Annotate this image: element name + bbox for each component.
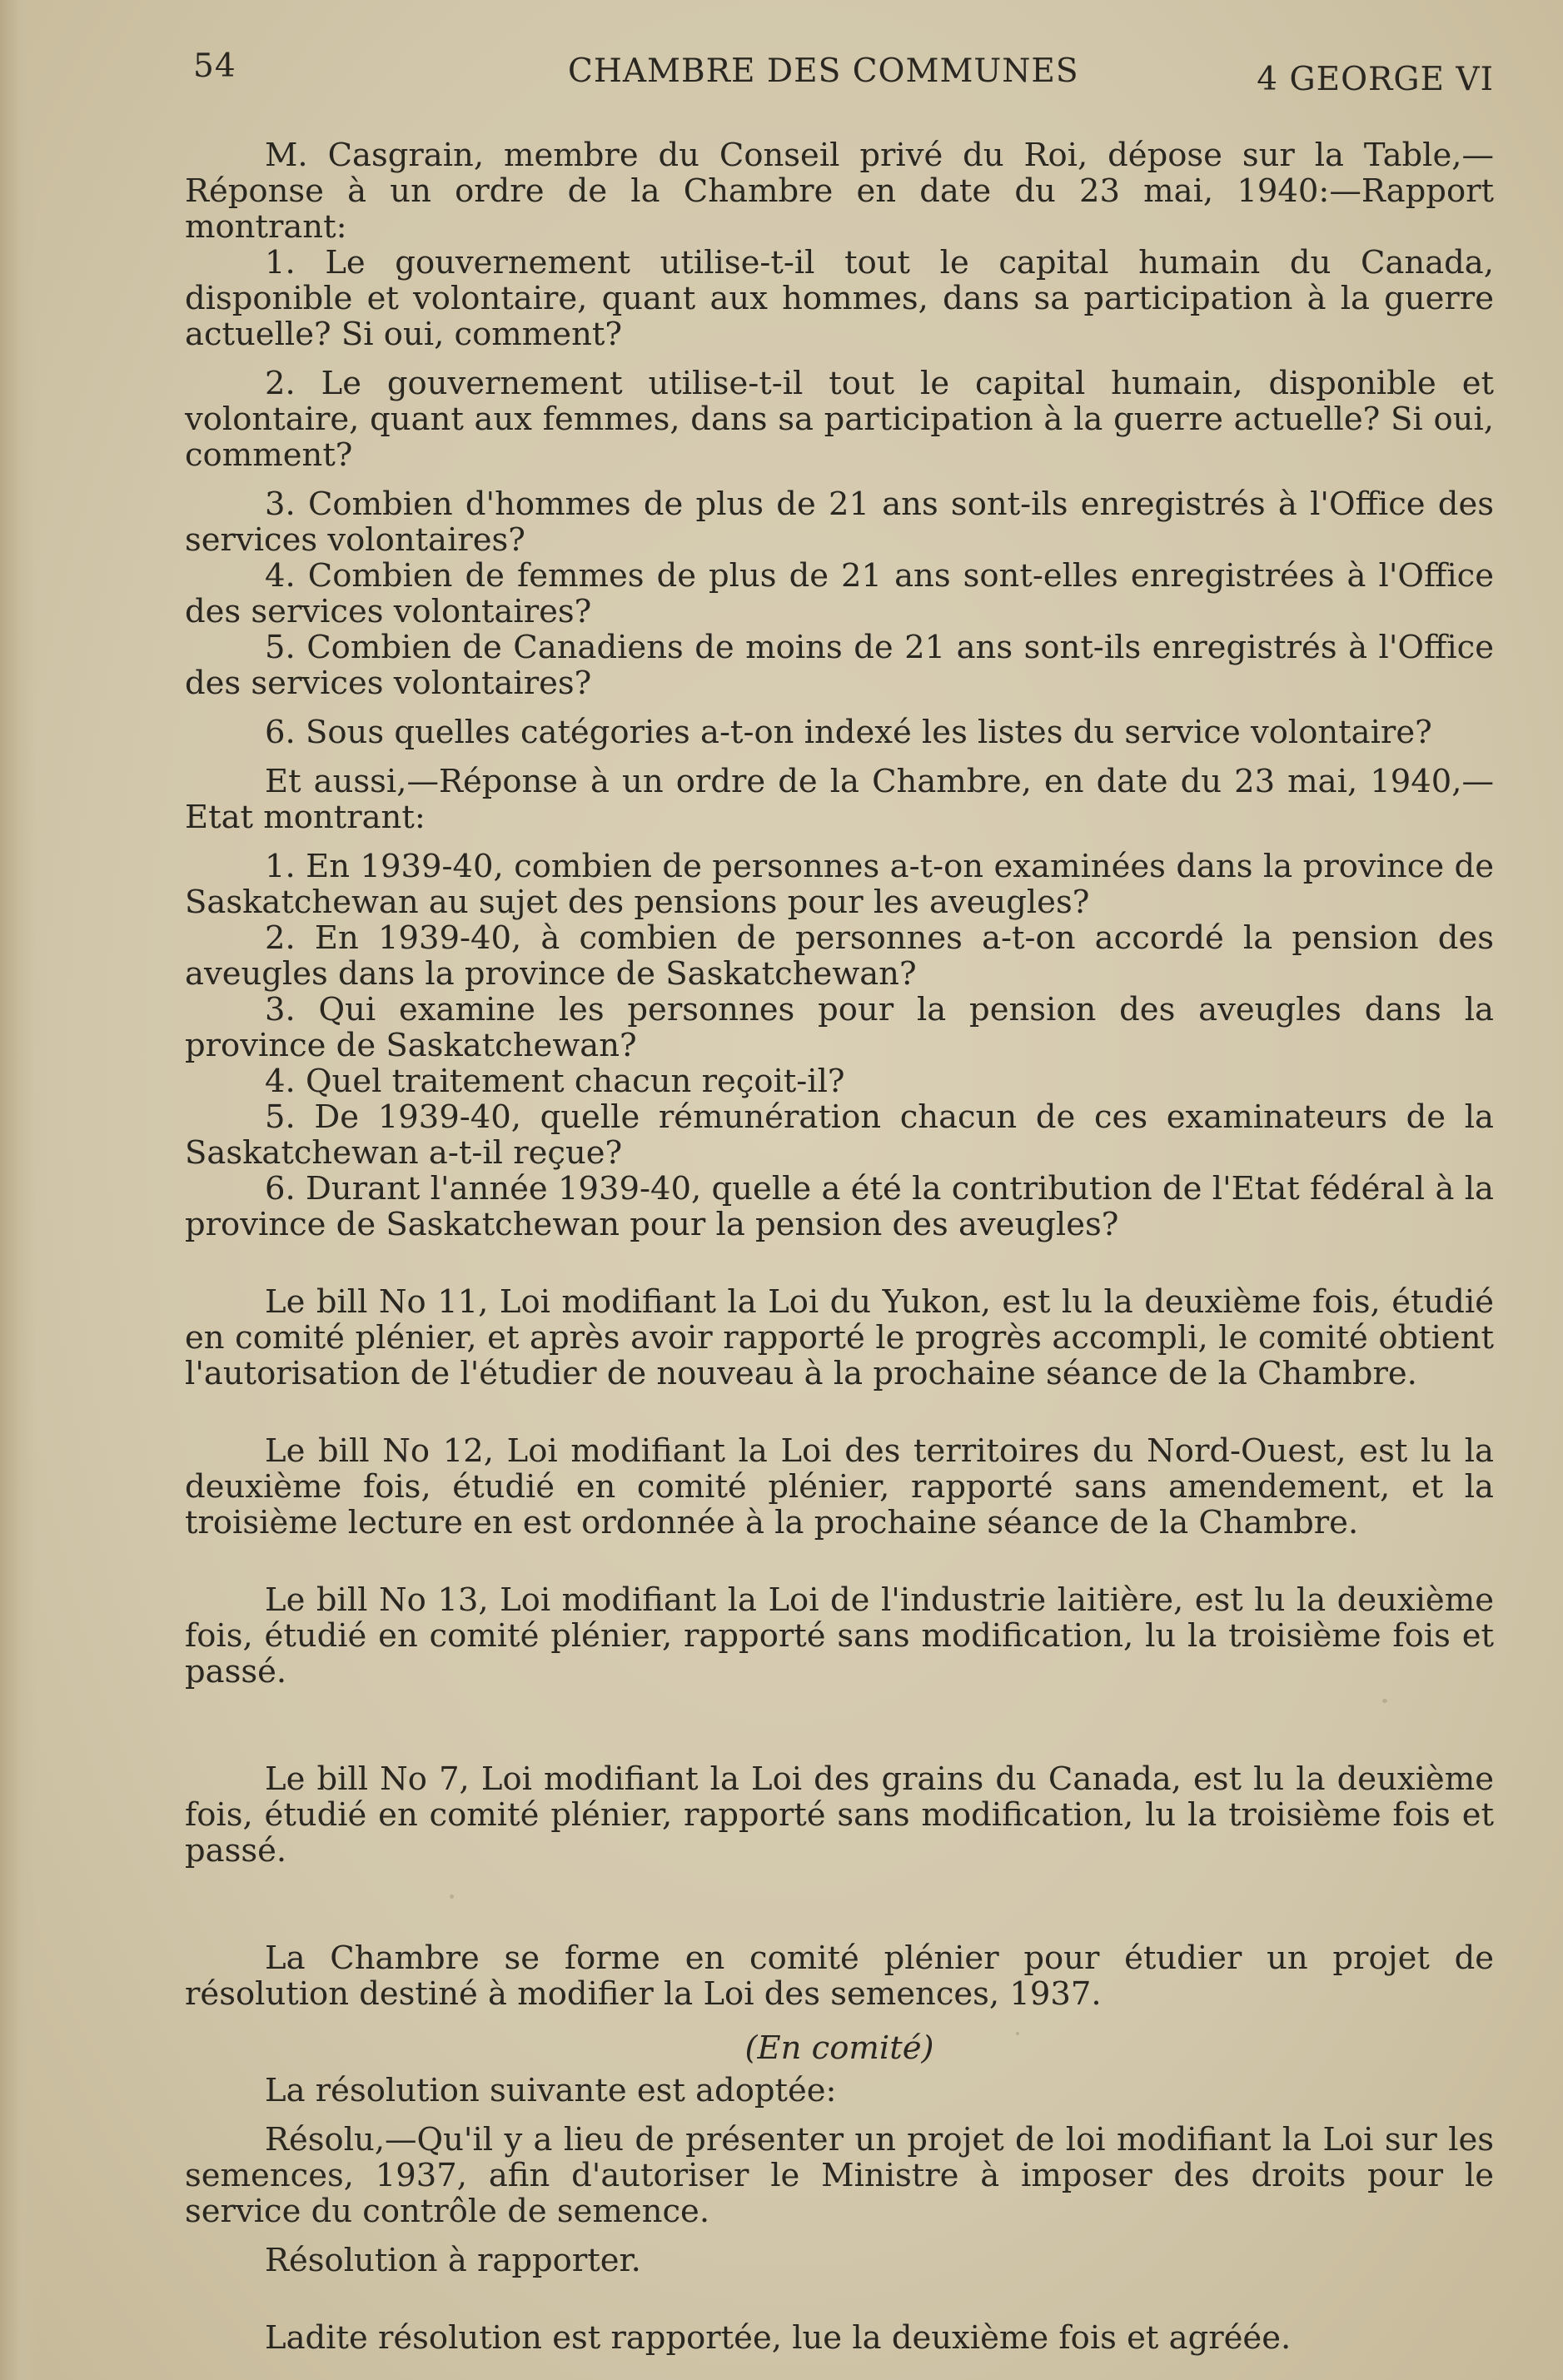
question-item: 5. Combien de Canadiens de moins de 21 ans sont-ils enregistrés à l'Office des services volontaires? xyxy=(185,629,1494,702)
paper-speck xyxy=(1382,1699,1387,1703)
question-item: 5. De 1939-40, quelle rémunération chacun de ces examinateurs de la Saskatchewan a-t-il reçue? xyxy=(185,1098,1494,1172)
question-item: 6. Durant l'année 1939-40, quelle a été la contribution de l'Etat fédéral à la province de Saskatchewan pour la pension des aveugles? xyxy=(185,1170,1494,1243)
bill-paragraph: Le bill No 12, Loi modifiant la Loi des territoires du Nord-Ouest, est lu la deuxième fois, étudié en comité plénier, rapporté sans amendement, et la troisième lecture en est ordonnée à la prochaine séance de la Chambre. xyxy=(185,1432,1494,1541)
committee-paragraph: La Chambre se forme en comité plénier pour étudier un projet de résolution destiné à modifier la Loi des semences, 1937. xyxy=(185,1939,1494,2013)
question-item: 6. Sous quelles catégories a-t-on indexé les listes du service volontaire? xyxy=(265,714,1432,751)
resolution-adopted: Ladite résolution est rapportée, lue la deuxième fois et agréée. xyxy=(265,2319,1292,2357)
question-item: 4. Quel traitement chacun reçoit-il? xyxy=(265,1063,845,1100)
page-number: 54 xyxy=(193,47,236,85)
resolution-text: Résolu,—Qu'il y a lieu de présenter un projet de loi modifiant la Loi sur les semences, 1937, afin d'autoriser le Ministre à imposer des droits pour le service du contrôle de semence. xyxy=(185,2121,1494,2230)
committee-heading: (En comité) xyxy=(744,2029,934,2067)
session-label: 4 GEORGE VI xyxy=(1257,61,1494,98)
question-item: 2. En 1939-40, à combien de personnes a-t-on accordé la pension des aveugles dans la province de Saskatchewan? xyxy=(185,919,1494,993)
body-text xyxy=(185,137,1494,2356)
question-item: 3. Qui examine les personnes pour la pension des aveugles dans la province de Saskatchewan? xyxy=(185,991,1494,1064)
question-item: 1. En 1939-40, combien de personnes a-t-on examinées dans la province de Saskatchewan au sujet des pensions pour les aveugles? xyxy=(185,848,1494,921)
bill-paragraph: Le bill No 13, Loi modifiant la Loi de l'industrie laitière, est lu la deuxième fois, étudié en comité plénier, rapporté sans modification, lu la troisième fois et passé. xyxy=(185,1581,1494,1690)
page-binding-shadow xyxy=(0,0,37,2380)
question-item: 3. Combien d'hommes de plus de 21 ans sont-ils enregistrés à l'Office des services volontaires? xyxy=(185,485,1494,559)
paragraph-return: Et aussi,—Réponse à un ordre de la Chambre, en date du 23 mai, 1940,—Etat montrant: xyxy=(185,763,1494,836)
bill-paragraph: Le bill No 7, Loi modifiant la Loi des grains du Canada, est lu la deuxième fois, étudié en comité plénier, rapporté sans modification, lu la troisième fois et passé. xyxy=(185,1760,1494,1870)
page-title: CHAMBRE DES COMMUNES xyxy=(568,52,1079,90)
paragraph-tabling: M. Casgrain, membre du Conseil privé du Roi, dépose sur la Table,—Réponse à un ordre de la Chambre en date du 23 mai, 1940:—Rapport montrant: xyxy=(185,137,1494,246)
question-item: 1. Le gouvernement utilise-t-il tout le capital humain du Canada, disponible et volontaire, quant aux hommes, dans sa participation à la guerre actuelle? Si oui, comment? xyxy=(185,244,1494,353)
running-header xyxy=(193,46,1494,96)
paper-speck xyxy=(450,1895,454,1899)
paper-speck xyxy=(1016,2032,1019,2035)
resolution-intro: La résolution suivante est adoptée: xyxy=(265,2072,837,2109)
resolution-note: Résolution à rapporter. xyxy=(265,2242,641,2279)
bill-paragraph: Le bill No 11, Loi modifiant la Loi du Yukon, est lu la deuxième fois, étudié en comité plénier, et après avoir rapporté le progrès accompli, le comité obtient l'autorisation de l'étudier de nouveau à la prochaine séance de la Chambre. xyxy=(185,1283,1494,1392)
question-item: 2. Le gouvernement utilise-t-il tout le capital humain, disponible et volontaire, quant aux femmes, dans sa participation à la guerre actuelle? Si oui, comment? xyxy=(185,365,1494,474)
question-item: 4. Combien de femmes de plus de 21 ans sont-elles enregistrées à l'Office des services volontaires? xyxy=(185,557,1494,630)
